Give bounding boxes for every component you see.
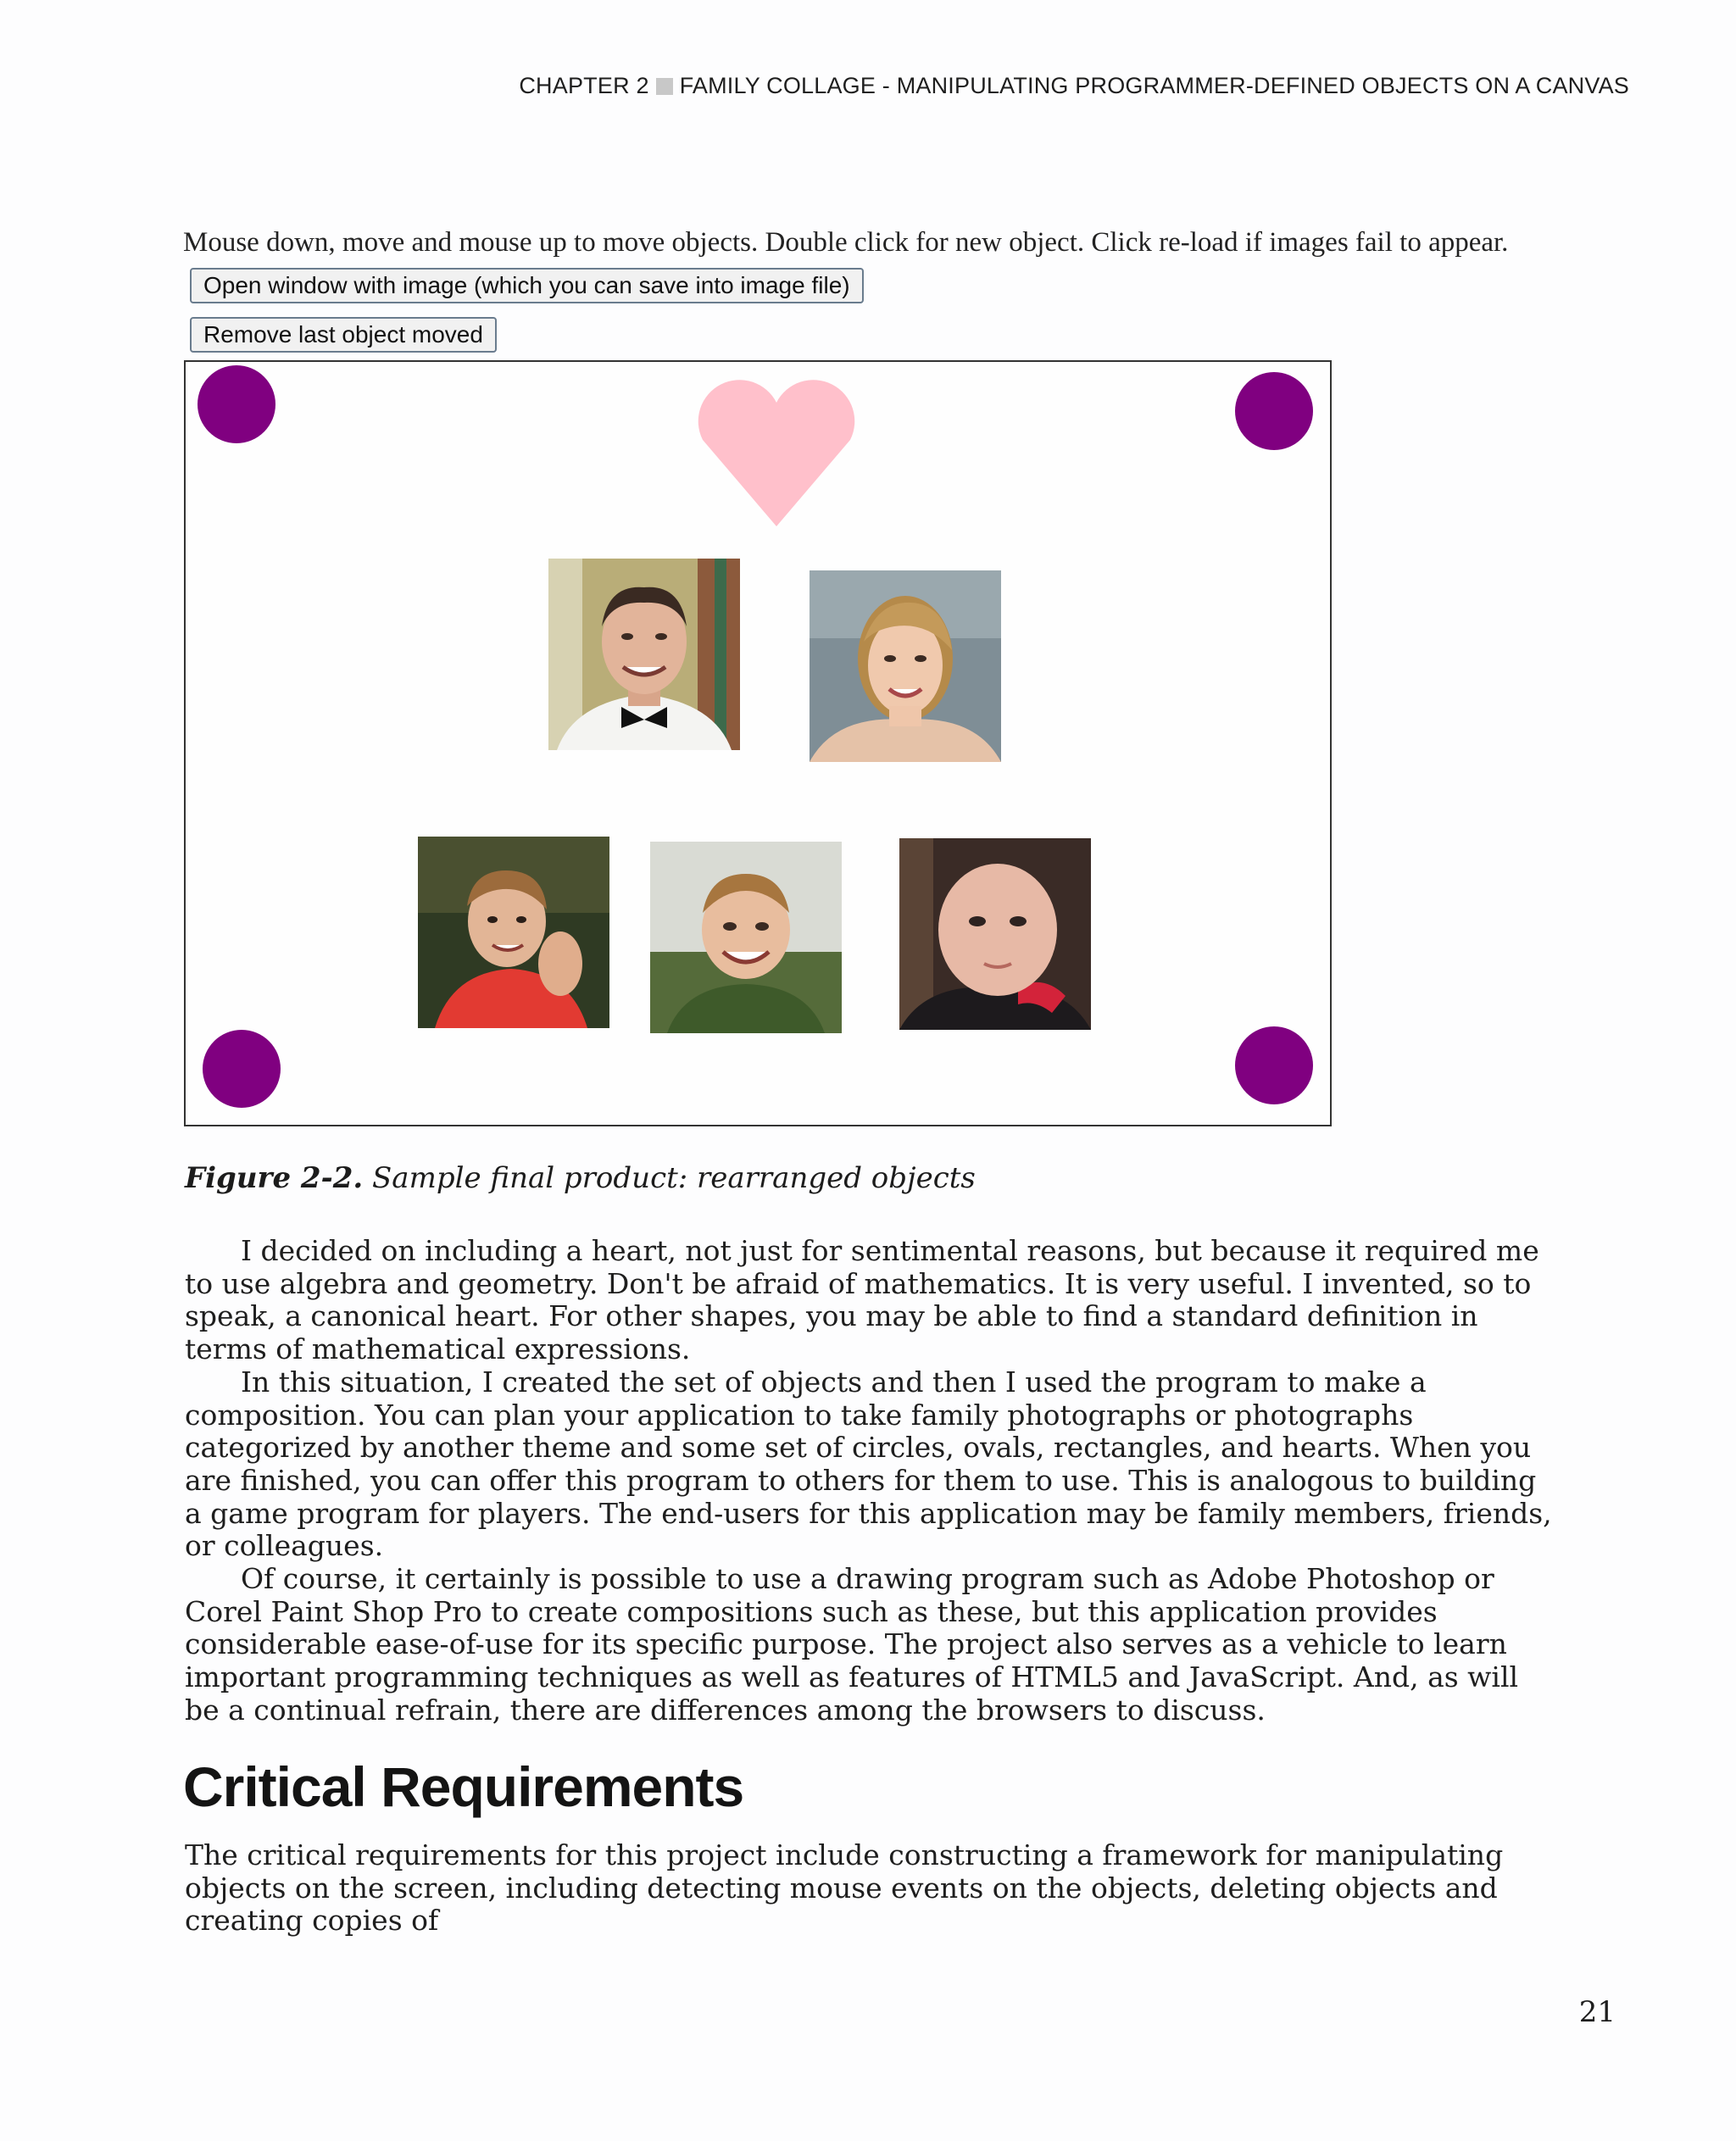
section-text xyxy=(185,1839,1558,1938)
body-text xyxy=(185,1235,1558,1727)
photo-bride[interactable] xyxy=(810,570,1001,762)
figure-caption xyxy=(185,1161,976,1195)
chapter-label: CHAPTER 2 xyxy=(519,73,649,98)
open-window-button[interactable]: Open window with image (which you can save into image file) xyxy=(190,268,864,303)
figure-label: Figure 2-2. xyxy=(185,1161,364,1195)
running-head xyxy=(519,73,1629,99)
paragraph: In this situation, I created the set of objects and then I used the program to make a composition. You can plan your application to take family photographs or photographs categorized by another theme and some set of circles, ovals, rectangles, and hearts. When you are finished, you can offer this program to others for them to use. This is analogous to building a game program for players. The end-users for this application may be family members, friends, or colleagues. xyxy=(185,1365,1552,1563)
heart-object[interactable] xyxy=(696,374,857,531)
separator-square-icon xyxy=(656,78,673,95)
photo-younger-boy[interactable] xyxy=(650,842,842,1033)
page-number: 21 xyxy=(1578,1995,1616,2029)
paragraph: Of course, it certainly is possible to use a drawing program such as Adobe Photoshop or Corel Paint Shop Pro to create compositions such as these, but this application provides considerable ease-of-use for its specific purpose. The project also serves as a vehicle to learn important programming techniques as well as features of HTML5 and JavaScript. And, as will be a continual refrain, there are differences among the browsers to discuss. xyxy=(185,1562,1519,1727)
chapter-title: FAMILY COLLAGE - MANIPULATING PROGRAMMER-DEFINED OBJECTS ON A CANVAS xyxy=(679,73,1629,98)
photo-older-boy[interactable] xyxy=(418,837,609,1028)
photo-groom[interactable] xyxy=(548,559,740,750)
paragraph: I decided on including a heart, not just for sentimental reasons, but because it required me to use algebra and geometry. Don't be afraid of mathematics. It is very useful. I invented, so to speak, a canonical heart. For other shapes, you may be able to find a standard definition in terms of mathematical expressions. xyxy=(185,1234,1539,1366)
purple-circle-object[interactable] xyxy=(198,365,275,443)
purple-circle-object[interactable] xyxy=(1235,1026,1313,1104)
figure-caption-text: Sample final product: rearranged objects xyxy=(372,1161,976,1195)
photo-baby[interactable] xyxy=(899,838,1091,1030)
purple-circle-object[interactable] xyxy=(203,1030,281,1108)
purple-circle-object[interactable] xyxy=(1235,372,1313,450)
app-instructions: Mouse down, move and mouse up to move objects. Double click for new object. Click re-load if images fail to appear. xyxy=(183,227,1509,258)
collage-canvas[interactable] xyxy=(184,360,1332,1126)
paragraph: The critical requirements for this project include constructing a framework for manipulating objects on the screen, including detecting mouse events on the objects, deleting objects and creating copies of xyxy=(185,1838,1504,1938)
remove-last-object-button[interactable]: Remove last object moved xyxy=(190,317,497,353)
section-heading: Critical Requirements xyxy=(183,1755,744,1818)
